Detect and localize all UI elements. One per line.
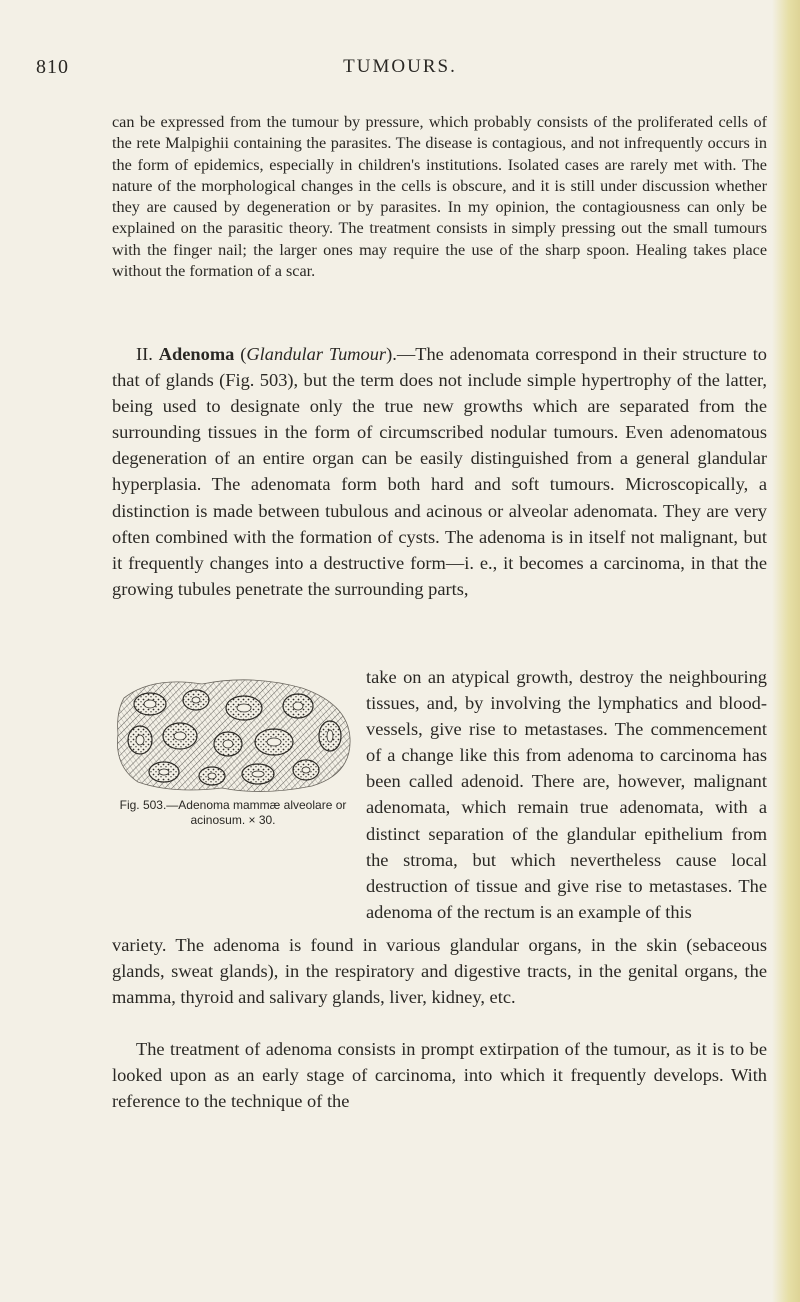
adenoma-text-top: —The adenomata correspond in their structure to that of glands (Fig. 503), but the term does not include simple hypertrophy of the latter, being used to designate only the true new growths which are separated from the surrounding tissues in the form of circumscribed nodular tumours. Even adenomatous degeneration of an entire organ can be easily distinguished from a general glandular hyperplasia. The adenomata form both hard and soft tumours. Microscopically, a distinction is made between tubulous and acinous or alveolar adenomata. They are very often combined with the formation of cysts. The adenoma is in itself not malignant, but it frequently changes into a destructive form—i. e., it becomes a carcinoma, in that the growing tubules penetrate the surrounding parts, [112,344,767,599]
paragraph-adenoma-intro: II. Adenoma (Glandular Tumour).—The adenomata correspond in their structure to that of glands (Fig. 503), but the term does not include simple hypertrophy of the latter, being used to designate only the true new growths which are separated from the surrounding tissues in the form of circumscribed nodular tumours. Even adenomatous degeneration of an entire organ can be easily distinguished from a general glandular hyperplasia. The adenomata form both hard and soft tumours. Microscopically, a distinction is made between tubulous and acinous or alveolar adenomata. They are very often combined with the formation of cysts. The adenoma is in itself not malignant, but it frequently changes into a destructive form—i. e., it becomes a carcinoma, in that the growing tubules penetrate the surrounding parts, [112,344,767,599]
page-header [36,56,764,82]
paragraph-molluscum: can be expressed from the tumour by pressure, which probably consists of the proliferated cells of the rete Malpighii containing the parasites. The disease is contagious, and not infrequently occurs in the form of epidemics, especially in children's institutions. Isolated cases are rarely met with. The nature of the morphological changes in the cells is obscure, and it is still under discussion whether they are caused by degeneration or by parasites. In my opinion, the contagiousness can only be explained on the parasitic theory. The treatment consists in simply pressing out the small tumours with the finger nail; the larger ones may require the use of the sharp spoon. Healing takes place without the formation of a scar. [112,113,767,281]
page-edge [772,0,800,1302]
figure-503 [112,678,354,828]
figure-caption: Fig. 503.—Adenoma mammæ alveolare or acinosum. × 30. [119,798,347,827]
adenoma-text-bottom: variety. The adenoma is found in various glandular organs, in the skin (sebaceous glands, sweat glands), in the respiratory and digestive tracts, in the genital organs, the mamma, thyroid and salivary glands, liver, kidney, etc. [112,935,767,1008]
section-heading: Adenoma [158,344,235,364]
running-title: TUMOURS. [343,56,457,77]
section-numeral: II. [136,344,153,364]
page-number: 810 [36,56,69,78]
paragraph-treatment: The treatment of adenoma consists in prompt extirpation of the tumour, as it is to be looked upon as an early stage of carcinoma, into which it frequently develops. With reference to the technique of the [112,1039,767,1112]
section-subtitle: Glandular Tumour [246,344,387,364]
adenoma-text-beside-figure: take on an atypical growth, destroy the neighbouring tissues, and, by involving the lymphatics and blood-vessels, give rise to metastases. The commencement of a change like this from adenoma to carcinoma has been called adenoid. There are, however, malignant adenomata, which remain true adenomata, with a distinct separation of the glandular epithelium from the stroma, but which nevertheless cause local destruction of tissue and give rise to metastases. The adenoma of the rectum is an example of this [366,667,767,922]
adenoma-micrograph-illustration [112,678,354,794]
